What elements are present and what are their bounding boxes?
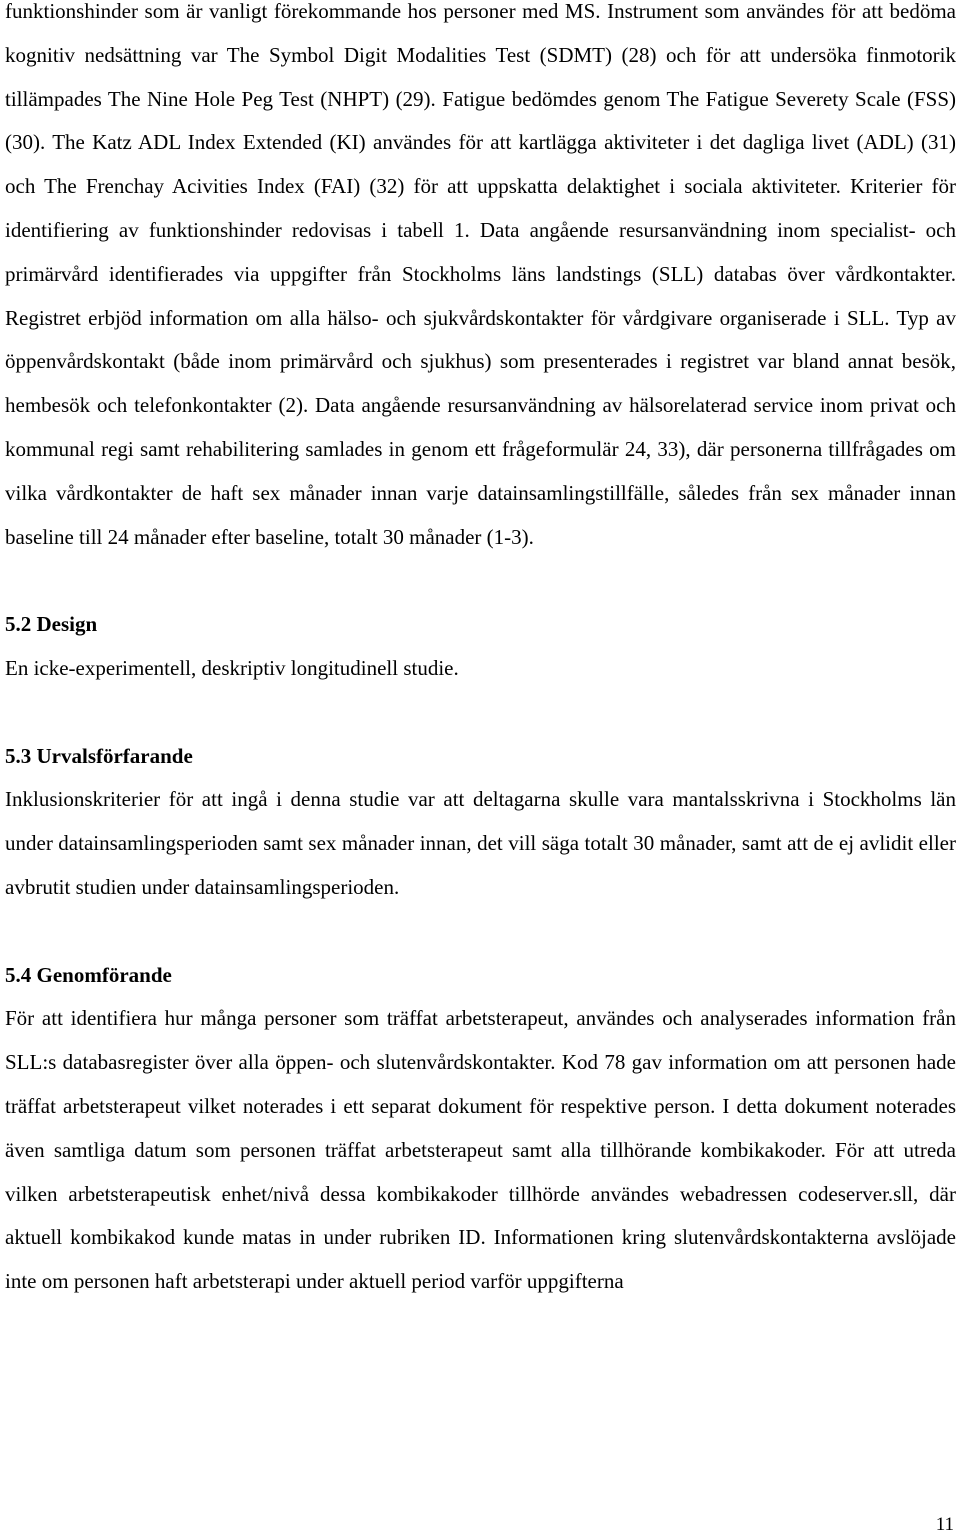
page-number: 11 — [935, 1514, 954, 1535]
selection-paragraph: Inklusionskriterier för att ingå i denna studie var att deltagarna skulle vara mantalsskrivna i Stockholms län under datainsamlingsperioden samt sex månader innan, det vill säga totalt 30 månader, samt att de ej avlidit eller avbrutit studien under datainsamlingsperioden. — [5, 787, 956, 899]
intro-paragraph: funktionshinder som är vanligt förekommande hos personer med MS. Instrument som användes för att bedöma kognitiv nedsättning var The Symbol Digit Modalities Test (SDMT) (28) och för att undersöka finmotorik tillämpades The Nine Hole Peg Test (NHPT) (29). Fatigue bedömdes genom The Fatigue Severety Scale (FSS) (30). The Katz ADL Index Extended (KI) användes för att kartlägga aktiviteter i det dagliga livet (ADL) (31) och The Frenchay Acivities Index (FAI) (32) för att uppskatta delaktighet i sociala aktiviteter. Kriterier för identifiering av funktionshinder redovisas i tabell 1. Data angående resursanvändning inom specialist- och primärvård identifierades via uppgifter från Stockholms läns landstings (SLL) databas över vårdkontakter. Registret erbjöd information om alla hälso- och sjukvårdskontakter för vårdgivare organiserade i SLL. Typ av öppenvårdskontakt (både inom primärvård och sjukhus) som presenterades i registret var bland annat besök, hembesök och telefonkontakter (2). Data angående resursanvändning av hälsorelaterad service inom privat och kommunal regi samt rehabilitering samlades in genom ett frågeformulär 24, 33), där personerna tillfrågades om vilka vårdkontakter de haft sex månader innan varje datainsamlingstillfälle, således från sex månader innan baseline till 24 månader efter baseline, totalt 30 månader (1-3). — [5, 0, 956, 549]
section-spacer — [5, 691, 956, 735]
selection-heading: 5.3 Urvalsförfarande — [5, 743, 193, 768]
section-spacer — [5, 559, 956, 603]
design-heading: 5.2 Design — [5, 612, 98, 637]
procedure-heading: 5.4 Genomförande — [5, 962, 172, 987]
procedure-paragraph: För att identifiera hur många personer som träffat arbetsterapeut, användes och analyserades information från SLL:s databasregister över alla öppen- och slutenvårdskontakter. Kod 78 gav information om att personen hade träffat arbetsterapeut vilket noterades i ett separat dokument för respektive person. I detta dokument noterades även samtliga datum som personen träffat arbetsterapeut samt alla tillhörande kombikakoder. För att utreda vilken arbetsterapeutisk enhet/nivå dessa kombikakoder tillhörde användes webadressen codeserver.sll, där aktuell kombikakod kunde matas in under rubriken ID. Informationen kring slutenvårdskontakterna avslöjade inte om personen haft arbetsterapi under aktuell period varför uppgifterna — [5, 1006, 956, 1294]
design-paragraph: En icke-experimentell, deskriptiv longitudinell studie. — [5, 655, 459, 680]
section-spacer — [5, 910, 956, 954]
